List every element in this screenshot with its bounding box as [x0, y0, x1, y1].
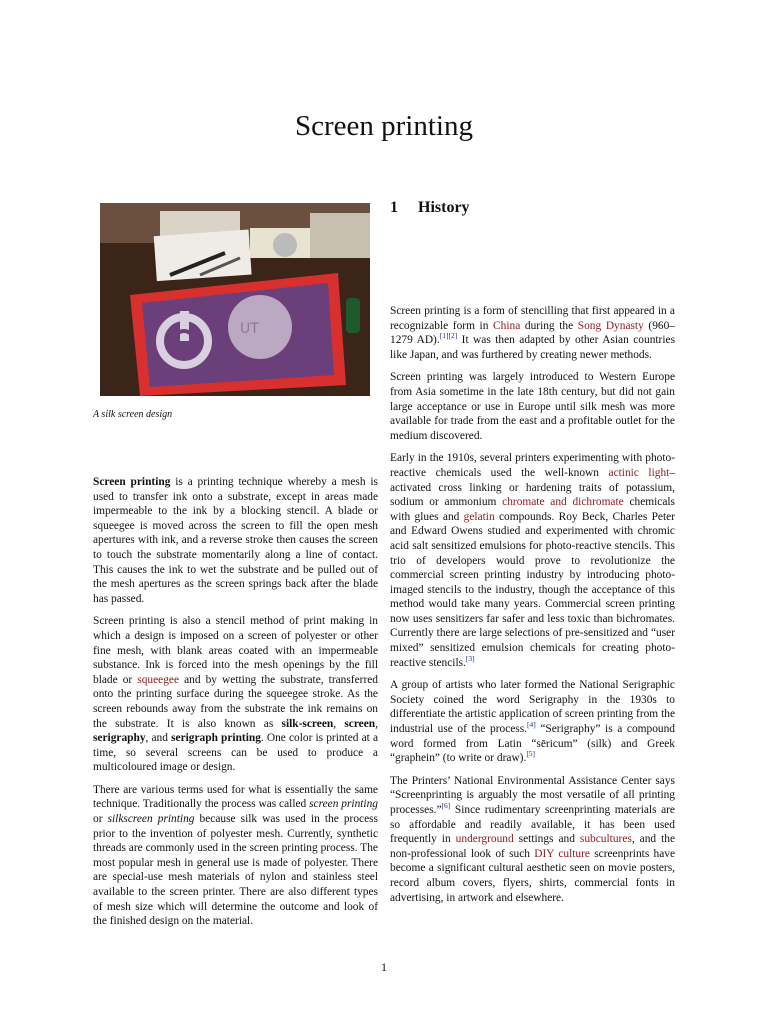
gelatin-link[interactable]: gelatin — [463, 510, 495, 523]
figure-caption: A silk screen design — [93, 409, 173, 420]
subcultures-link[interactable]: subcultures — [579, 833, 632, 846]
chromate-link[interactable]: chromate and dichromate — [502, 496, 624, 509]
history-paragraph-3: Early in the 1910s, several printers experimenting with photo-reactive chemicals used the well-known actinic light–activated cross linking or hardening traits of potassium, sodium or ammonium chromate and dichromate chemicals with glues and gelatin compounds. Roy Beck, Charles Peter and Edward Owens studied and experimented with chromic acid salt sensitized emulsions for photo-reactive stencils. This trio of developers would prove to revolutionize the commercial screen printing industry by introducing photo-imaged stencils to the industry, though the acceptance of this method would take many years. Commercial screen printing now uses sensitizers far safer and less toxic than bichromates. Currently there are large selections of pre-sensitized and “user mixed” sensitized emulsion chemicals for creating photo-reactive stencils.[3] — [390, 452, 676, 669]
song-dynasty-link[interactable]: Song Dynasty — [577, 319, 644, 332]
right-column — [390, 304, 675, 913]
page-title: Screen printing — [295, 110, 473, 142]
svg-text:UT: UT — [240, 321, 259, 337]
history-paragraph-2: Screen printing was largely introduced to Western Europe from Asia sometime in the late 18th century, but did not gain large acceptance or use in Europe until silk mesh was more available for trade from the east and a profitable outlet for the medium discovered. — [390, 371, 675, 442]
silk-screen-photo — [100, 203, 370, 396]
diy-culture-link[interactable]: DIY culture — [534, 847, 590, 860]
actinic-light-link[interactable]: actinic light — [608, 466, 670, 479]
silk-screen-photo-illustration — [100, 203, 370, 396]
stencil-paragraph: Screen printing is also a stencil method of print making in which a design is imposed on a screen of polyester or other fine mesh, with blank areas coated with an impermeable substance. Ink is forced into the mesh openings by the fill blade or squeegee and by wetting the substrate, transferred onto the printing surface during the squeegee stroke. As the screen rebounds away from the substrate the ink remains on the substrate. It is also known as silk-screen, screen, serigraphy, and serigraph printing. One color is printed at a time, so several screens can be used to produce a multicoloured image or design. — [93, 615, 378, 774]
squeegee-link[interactable]: squeegee — [137, 673, 180, 686]
history-paragraph-1: Screen printing is a form of stencilling that first appeared in a recognizable form in China during the Song Dynasty (960–1279 AD).[1][2] It was then adapted by other Asian countries like Japan, and was furthered by creating newer methods. — [390, 305, 675, 361]
underground-link[interactable]: underground — [455, 833, 514, 846]
left-column — [93, 475, 378, 937]
citation-link[interactable]: [5] — [526, 749, 536, 759]
section-number: 1 — [390, 199, 398, 216]
history-paragraph-5: The Printers’ National Environmental Assistance Center says “Screenprinting is arguably the most versatile of all printing processes.”[6] Since rudimentary screenprinting materials are so affordable and readily available, it has been used frequently in underground settings and subcultures, and the non-professional look of such DIY culture screenprints have become a significant cultural aesthetic seen on movie posters, record album covers, flyers, shirts, commercial fonts in advertising, in artwork and elsewhere. — [390, 774, 676, 904]
section-heading — [390, 199, 470, 217]
terms-paragraph: There are various terms used for what is essentially the same technique. Traditionally the process was called screen printing or silkscreen printing because silk was used in the process prior to the invention of polyester mesh. Currently, synthetic threads are commonly used in the screen printing process. The most popular mesh in general use is made of polyester. There are special-use mesh materials of nylon and stainless steel available to the screen printer. There are also different types of mesh size which will determine the outcome and look of the finished design on the material. — [93, 783, 378, 928]
citation-link[interactable]: [6] — [441, 801, 451, 811]
page-number: 1 — [381, 960, 387, 974]
china-link[interactable]: China — [493, 319, 521, 332]
section-title: History — [418, 199, 470, 216]
citation-link[interactable]: [3] — [465, 653, 475, 663]
intro-paragraph: Screen printing is a printing technique whereby a mesh is used to transfer ink onto a substrate, except in areas made impermeable to the ink by a blocking stencil. A blade or squeegee is moved across the screen to fill the open mesh apertures with ink, and a reverse stroke then causes the screen to touch the substrate momentarily along a line of contact. This causes the ink to wet the substrate and be pulled out of the mesh apertures as the screen springs back after the blade has passed. — [93, 476, 378, 605]
citation-link[interactable]: [4] — [527, 720, 536, 730]
lead-term: Screen printing — [93, 476, 171, 488]
citation-link[interactable]: [1][2] — [439, 331, 458, 341]
history-paragraph-4: A group of artists who later formed the National Serigraphic Society coined the word Serigraphy in the 1930s to differentiate the artistic application of screen printing from the industrial use of the process.[4] “Serigraphy” is a compound word formed from Latin “sēricum” (silk) and Greek “graphein” (to write or draw).[5] — [390, 679, 675, 765]
